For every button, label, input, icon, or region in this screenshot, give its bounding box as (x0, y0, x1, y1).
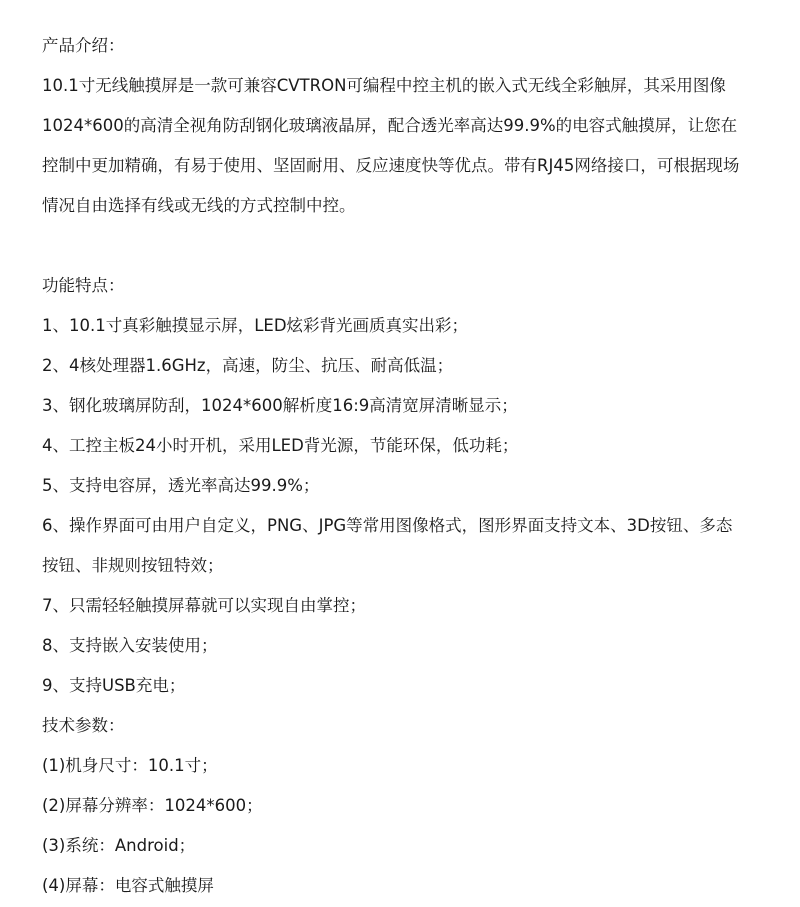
feature-item: 8、支持嵌入安装使用； (42, 636, 218, 655)
intro-heading: 产品介绍： (42, 36, 125, 55)
spec-item: (1)机身尺寸：10.1寸； (42, 756, 218, 775)
feature-item: 7、只需轻轻触摸屏幕就可以实现自由掌控； (42, 596, 366, 615)
feature-item: 5、支持电容屏，透光率高达99.9%； (42, 476, 320, 495)
specs-heading: 技术参数： (42, 716, 125, 735)
feature-item: 3、钢化玻璃屏防刮，1024*600解析度16:9高清宽屏清晰显示； (42, 396, 518, 415)
intro-paragraph-line: 10.1寸无线触摸屏是一款可兼容CVTRON可编程中控主机的嵌入式无线全彩触屏，其采用图像 (42, 76, 726, 95)
spec-item: (2)屏幕分辨率：1024*600； (42, 796, 263, 815)
features-heading: 功能特点： (42, 276, 125, 295)
feature-item: 2、4核处理器1.6GHz，高速，防尘、抗压、耐高低温； (42, 356, 454, 375)
intro-paragraph-line: 情况自由选择有线或无线的方式控制中控。 (42, 196, 356, 215)
feature-item: 9、支持USB充电； (42, 676, 186, 695)
feature-item: 4、工控主板24小时开机，采用LED背光源，节能环保，低功耗； (42, 436, 519, 455)
intro-paragraph-line: 1024*600的高清全视角防刮钢化玻璃液晶屏，配合透光率高达99.9%的电容式触摸屏，让您在 (42, 116, 738, 135)
intro-paragraph-line: 控制中更加精确，有易于使用、坚固耐用、反应速度快等优点。带有RJ45网络接口，可根据现场 (42, 156, 740, 175)
feature-item: 1、10.1寸真彩触摸显示屏，LED炫彩背光画质真实出彩； (42, 316, 469, 335)
spec-item: (3)系统：Android； (42, 836, 196, 855)
feature-item: 6、操作界面可由用户自定义，PNG、JPG等常用图像格式，图形界面支持文本、3D按钮、多态 (42, 516, 733, 535)
section-spacer (42, 226, 776, 266)
feature-item: 按钮、非规则按钮特效； (42, 556, 224, 575)
spec-item: (4)屏幕：电容式触摸屏 (42, 876, 214, 895)
